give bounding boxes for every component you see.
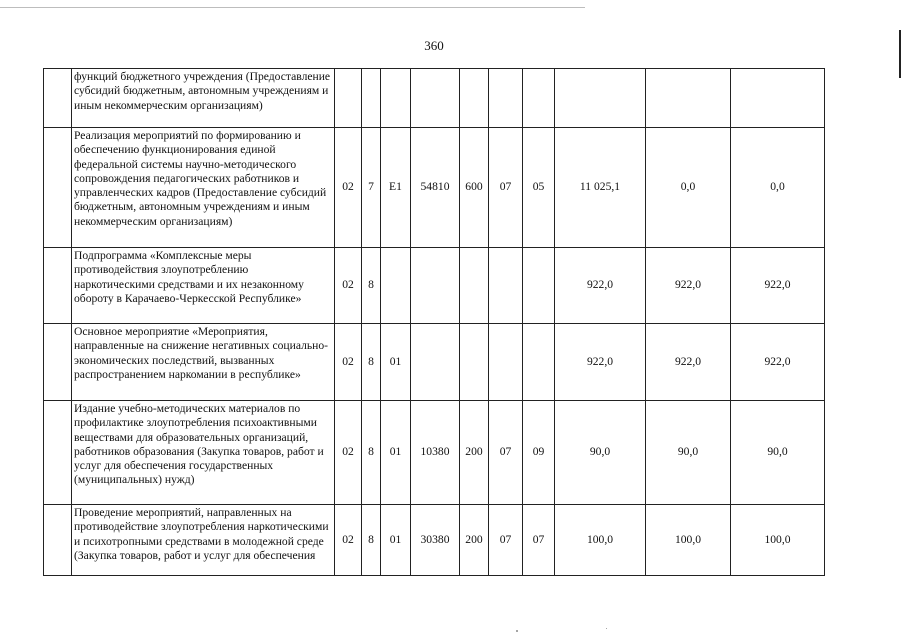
section-code [489,324,523,401]
amount-year-2: 922,0 [646,324,731,401]
table-row [44,128,825,248]
amount-year-2: 922,0 [646,248,731,324]
row-name: Проведение мероприятий, направленных на противодействие злоупотребления наркотическими и психотропными средствами в молодежной среде (Закупка товаров, работ и услуг для обеспечения [72,505,335,576]
amount-year-3: 922,0 [731,248,825,324]
event-code: 01 [381,324,411,401]
blank-cell [44,324,72,401]
amount-year-3: 90,0 [731,401,825,505]
amount-year-3: 100,0 [731,505,825,576]
amount-year-2 [646,69,731,128]
expense-type-code: 600 [460,128,489,248]
amount-year-3 [731,69,825,128]
expense-type-code [460,324,489,401]
program-code: 02 [335,128,362,248]
amount-year-1: 922,0 [555,248,646,324]
expense-type-code: 200 [460,401,489,505]
blank-cell [44,69,72,128]
scan-speck [516,630,518,632]
event-code: 01 [381,505,411,576]
table-row [44,505,825,576]
expense-type-code [460,248,489,324]
section-code [489,248,523,324]
blank-cell [44,128,72,248]
section-code: 07 [489,128,523,248]
program-code: 02 [335,248,362,324]
direction-code: 30380 [411,505,460,576]
subprogram-code [362,69,381,128]
subsection-code [523,324,555,401]
table-row [44,248,825,324]
direction-code: 10380 [411,401,460,505]
amount-year-3: 0,0 [731,128,825,248]
table-row [44,324,825,401]
row-name: Основное мероприятие «Мероприятия, направленные на снижение негативных социально-экономических последствий, вызванных распространением наркомании в республике» [72,324,335,401]
event-code: 01 [381,401,411,505]
subsection-code: 07 [523,505,555,576]
program-code: 02 [335,401,362,505]
subsection-code: 09 [523,401,555,505]
scan-speck [606,628,607,629]
direction-code [411,69,460,128]
amount-year-2: 0,0 [646,128,731,248]
blank-cell [44,505,72,576]
budget-table [43,68,825,576]
event-code: E1 [381,128,411,248]
page-number: 360 [424,38,444,53]
subprogram-code: 8 [362,324,381,401]
blank-cell [44,401,72,505]
table-row [44,401,825,505]
program-code: 02 [335,505,362,576]
subprogram-code: 8 [362,505,381,576]
subsection-code [523,69,555,128]
row-name: Подпрограмма «Комплексные меры противодействия злоупотреблению наркотическими средствами и их незаконному обороту в Карачаево-Черкесской Республике» [72,248,335,324]
scan-edge-mark [899,30,901,78]
program-code: 02 [335,324,362,401]
amount-year-2: 100,0 [646,505,731,576]
row-name: Издание учебно-методических материалов по профилактике злоупотребления психоактивными веществами для образовательных организаций, работников образования (Закупка товаров, работ и услуг для обеспечения государственных (муниципальных) нужд) [72,401,335,505]
direction-code [411,248,460,324]
amount-year-2: 90,0 [646,401,731,505]
expense-type-code [460,69,489,128]
subprogram-code: 7 [362,128,381,248]
table-row [44,69,825,128]
subprogram-code: 8 [362,248,381,324]
subsection-code [523,248,555,324]
row-name: функций бюджетного учреждения (Предоставление субсидий бюджетным, автономным учреждениям и иным некоммерческим организациям) [72,69,335,128]
amount-year-1: 11 025,1 [555,128,646,248]
amount-year-1: 922,0 [555,324,646,401]
row-name: Реализация мероприятий по формированию и обеспечению функционирования единой федеральной системы научно-методического сопровождения педагогических работников и управленческих кадров (Предоставление субсидий бюджетным, автономным учреждениям и иным некоммерческим организациям) [72,128,335,248]
top-scan-rule [0,7,585,8]
direction-code: 54810 [411,128,460,248]
section-code: 07 [489,401,523,505]
amount-year-1: 90,0 [555,401,646,505]
subsection-code: 05 [523,128,555,248]
event-code [381,248,411,324]
expense-type-code: 200 [460,505,489,576]
subprogram-code: 8 [362,401,381,505]
blank-cell [44,248,72,324]
direction-code [411,324,460,401]
program-code [335,69,362,128]
amount-year-1 [555,69,646,128]
section-code: 07 [489,505,523,576]
section-code [489,69,523,128]
amount-year-3: 922,0 [731,324,825,401]
amount-year-1: 100,0 [555,505,646,576]
event-code [381,69,411,128]
